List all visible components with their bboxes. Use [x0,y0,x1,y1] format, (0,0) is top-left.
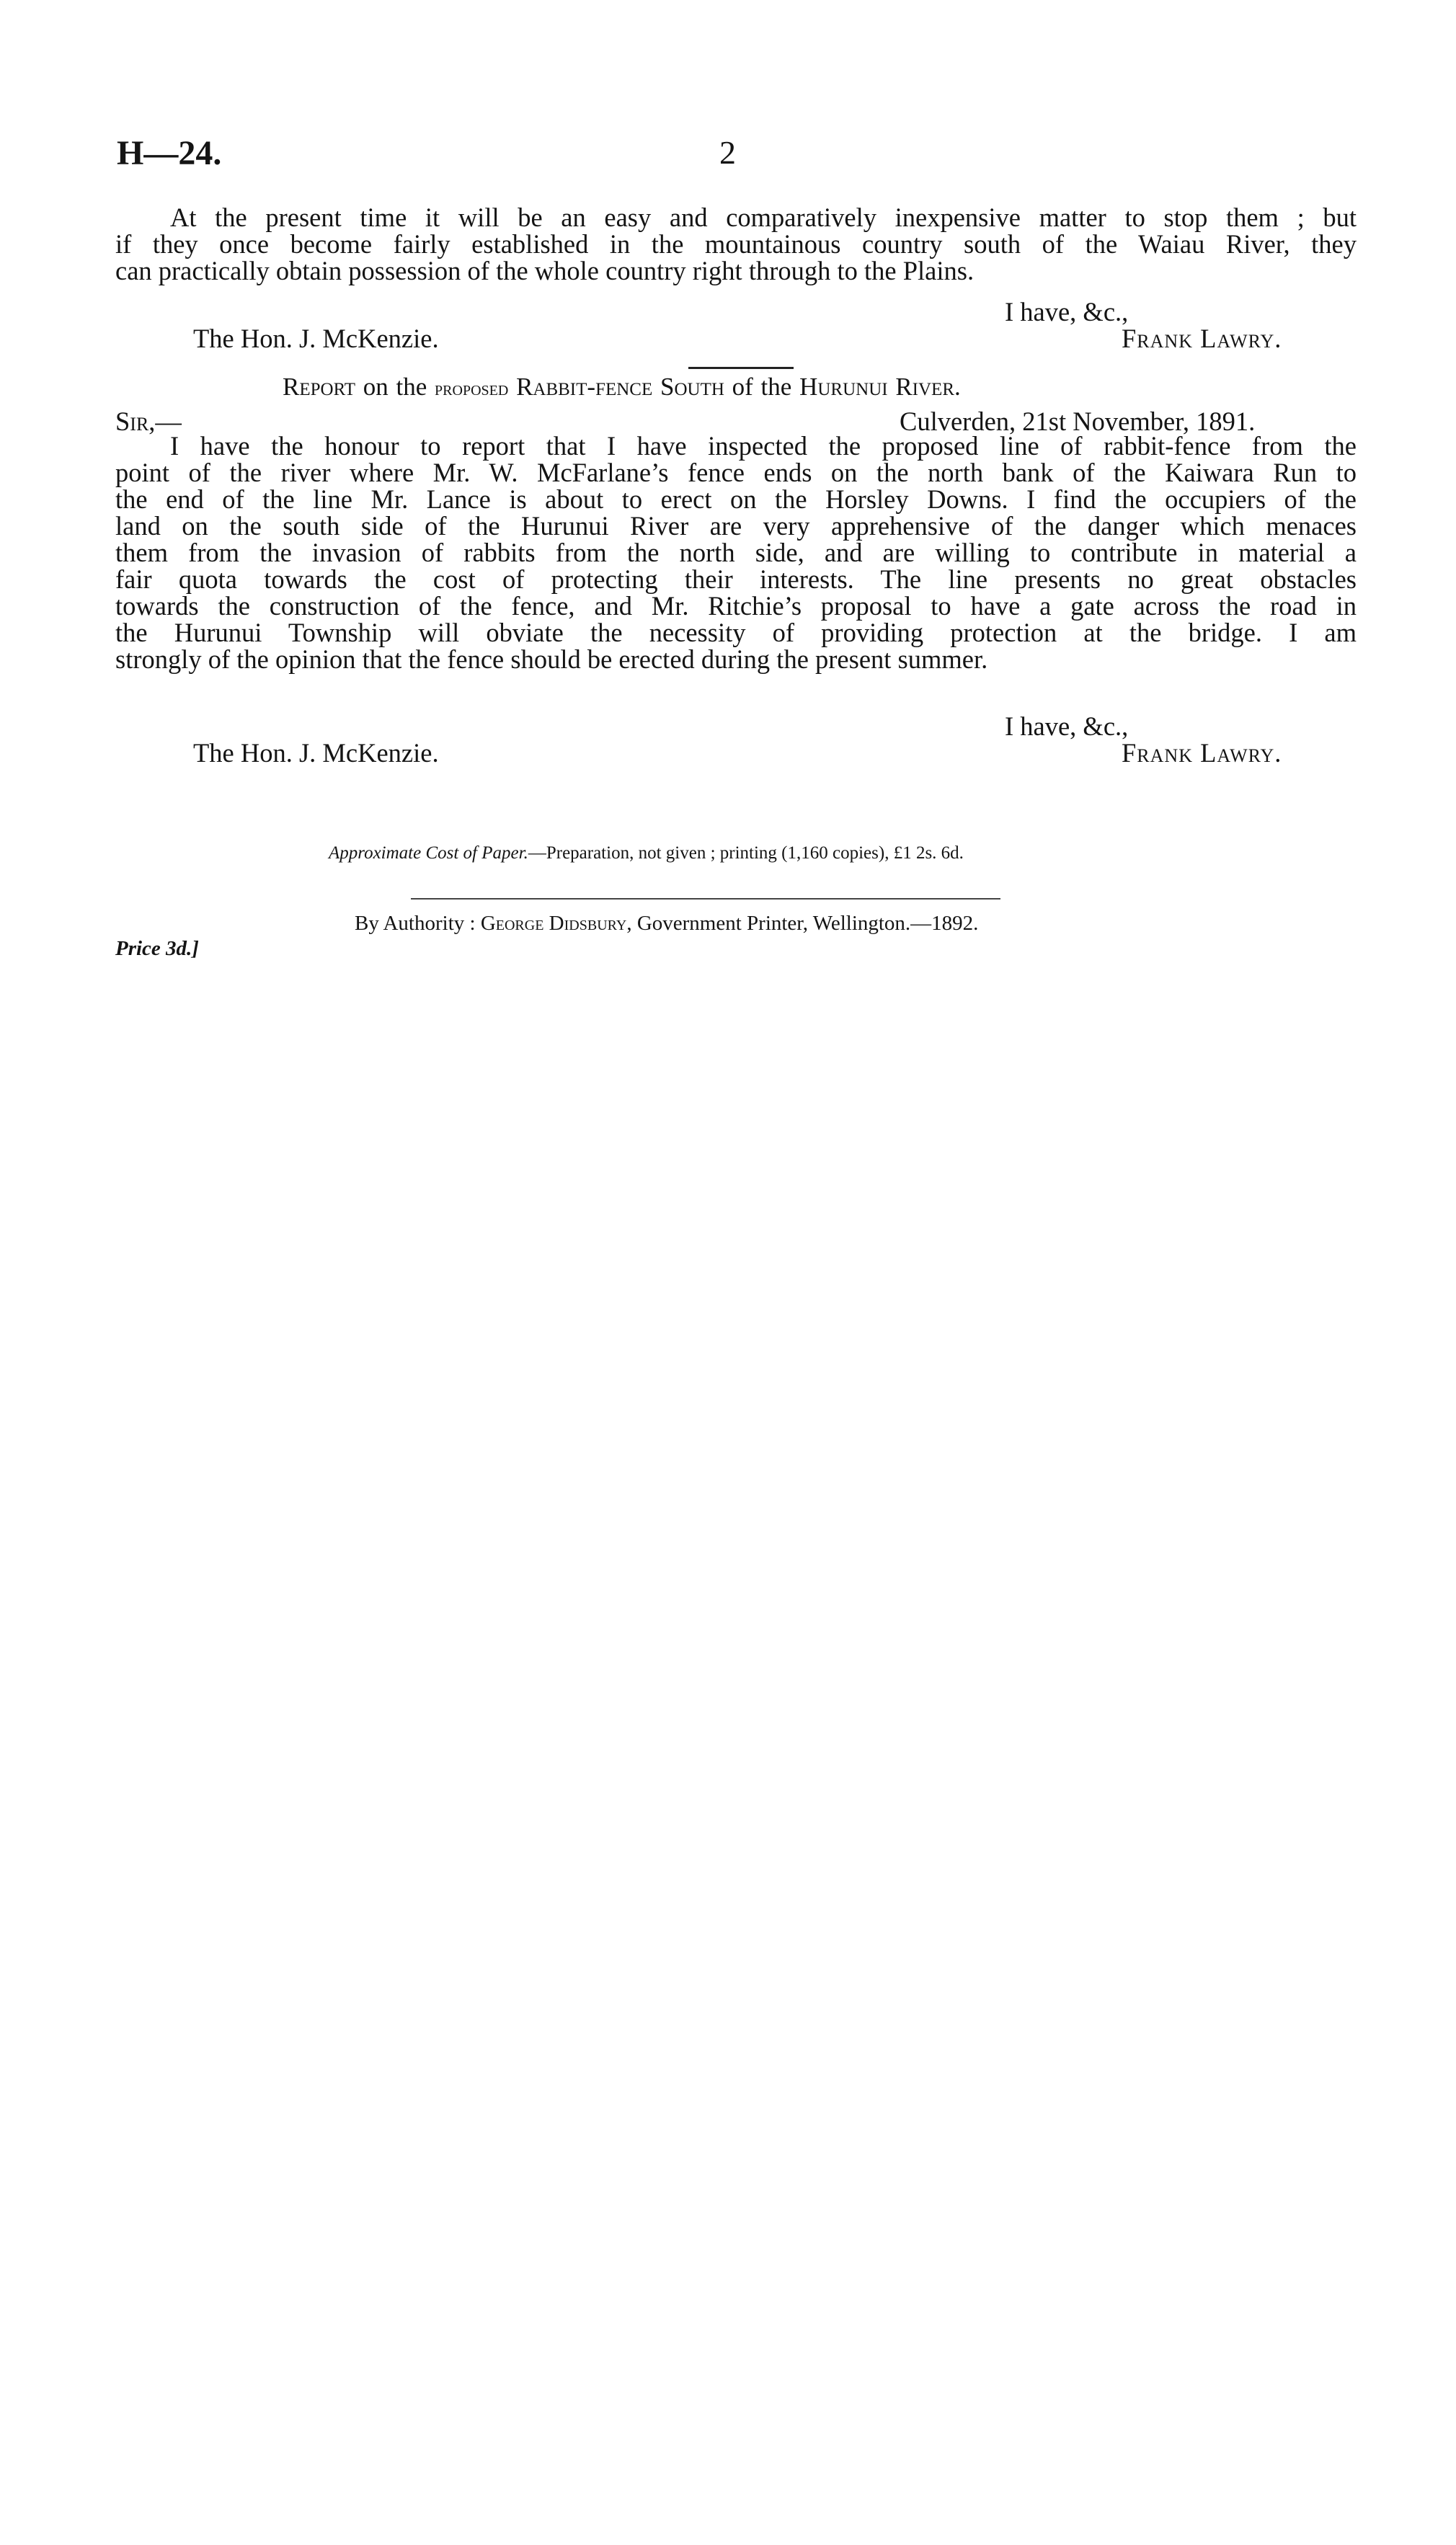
cost-of-paper-note [329,843,964,863]
report-line: the Hurunui Township will obviate the necessity of providing protection at the bridge. I am [115,618,1357,647]
letter1-signature: Frank Lawry. [1122,324,1282,353]
report-salutation: Sir,— [115,407,182,436]
report-line: towards the construction of the fence, and Mr. Ritchie’s proposal to have a gate across the road in [115,591,1357,621]
report-heading-word: Rabbit-fence [516,373,653,401]
report-line: the end of the line Mr. Lance is about to erect on the Horsley Downs. I find the occupiers of the [115,484,1357,514]
cost-text: —Preparation, not given ; printing (1,160 copies), £1 2s. 6d. [528,843,964,863]
report-heading-word: River. [895,373,961,401]
letter1-line: if they once become fairly established in the mountainous country south of the Waiau River, they [115,229,1357,259]
printer-name: George Didsbury, [480,912,632,935]
printer-line [355,912,978,936]
letter1-body [115,204,1357,284]
report-heading-word: on the [363,373,427,401]
letter1-closing: I have, &c., [1005,297,1129,327]
price-note: Price 3d.] [115,937,199,960]
report-line: fair quota towards the cost of protecting their interests. The line presents no great obstacles [115,564,1357,594]
report-line: them from the invasion of rabbits from the north side, and are willing to contribute in material a [115,538,1357,567]
report-place-date: Culverden, 21st November, 1891. [900,407,1256,436]
report-body [115,432,1357,672]
printer-details: Government Printer, Wellington.—1892. [636,912,979,935]
report-heading-word: Report [283,373,356,401]
report-heading-word: South [660,373,724,401]
section-divider [688,367,794,369]
report-signature: Frank Lawry. [1122,738,1282,768]
footer-rule [411,898,1000,900]
letter1-addressee: The Hon. J. McKenzie. [193,324,439,353]
report-heading-word: proposed [435,378,509,400]
letter1-line: can practically obtain possession of the whole country right through to the Plains. [115,256,975,285]
report-heading [283,373,961,401]
cost-label: Approximate Cost of Paper. [329,843,528,863]
letter1-line: At the present time it will be an easy and comparatively inexpensive matter to stop them ; but [170,203,1357,232]
report-line: point of the river where Mr. W. McFarlane’s fence ends on the north bank of the Kaiwara Run to [115,458,1357,487]
report-heading-word: of the [732,373,792,401]
report-line: I have the honour to report that I have inspected the proposed line of rabbit-fence from the [170,431,1357,461]
document-reference: H—24. [117,134,222,172]
report-heading-word: Hurunui [799,373,888,401]
page-number: 2 [719,134,736,171]
report-line: land on the south side of the Hurunui River are very apprehensive of the danger which menaces [115,511,1357,541]
report-closing: I have, &c., [1005,711,1129,741]
authority-label: By Authority : [355,912,476,935]
report-addressee: The Hon. J. McKenzie. [193,738,439,768]
report-line: strongly of the opinion that the fence should be erected during the present summer. [115,644,988,674]
